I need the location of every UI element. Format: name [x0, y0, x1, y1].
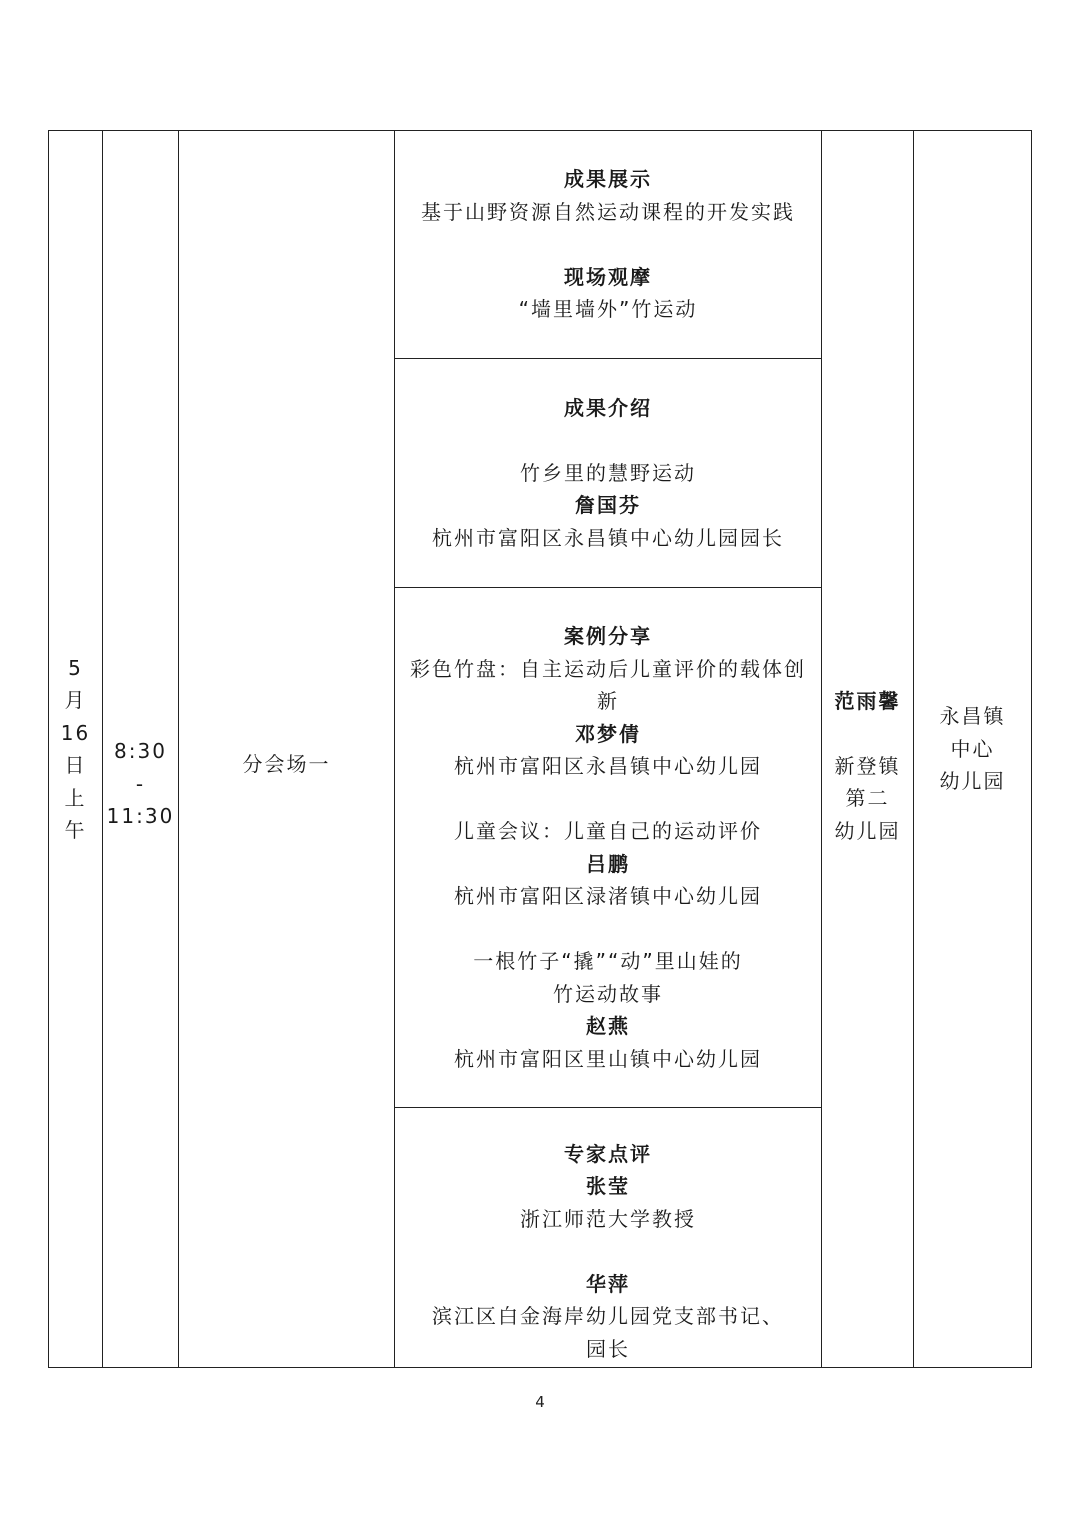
talk-title: 竹运动故事	[553, 981, 663, 1006]
date-char: 5	[68, 655, 83, 680]
section-heading: 现场观摩	[564, 264, 652, 289]
time-end: 11:30	[106, 804, 175, 829]
time-dash: -	[135, 771, 146, 796]
location-line: 幼儿园	[939, 769, 1006, 794]
schedule-table	[48, 130, 1032, 1368]
date-char: 日	[64, 753, 87, 777]
host-cell	[822, 131, 913, 1401]
speaker-org: 杭州市富阳区里山镇中心幼儿园	[454, 1046, 762, 1071]
talk-title: 新	[597, 689, 619, 713]
host-name: 范雨馨	[834, 688, 901, 713]
section-heading: 成果介绍	[564, 395, 652, 420]
date-char: 16	[60, 720, 91, 745]
section-showcase	[395, 131, 821, 358]
speaker-name: 吕鹏	[586, 851, 630, 876]
section-expert-review	[395, 1108, 821, 1367]
speaker-org: 浙江师范大学教授	[520, 1206, 696, 1231]
page-number: 4	[535, 1393, 545, 1411]
host-org: 第二	[845, 786, 890, 811]
section-heading: 专家点评	[564, 1141, 652, 1166]
section-topic: “墙里墙外”竹运动	[518, 297, 698, 322]
date-char: 上	[64, 785, 87, 810]
host-org: 新登镇	[834, 753, 901, 778]
speaker-name: 詹国芬	[575, 493, 641, 518]
time-start: 8:30	[114, 739, 167, 764]
speaker-org: 杭州市富阳区渌渚镇中心幼儿园	[454, 884, 762, 908]
section-heading: 案例分享	[564, 624, 652, 648]
speaker-name: 张莹	[586, 1174, 630, 1198]
speaker-name: 赵燕	[586, 1014, 630, 1038]
section-heading: 成果展示	[564, 167, 652, 192]
venue-cell	[179, 131, 394, 1397]
speaker-org: 园长	[586, 1336, 630, 1361]
talk-title: 彩色竹盘：自主运动后儿童评价的载体创	[410, 656, 806, 681]
speaker-name: 邓梦倩	[575, 721, 641, 746]
talk-title: 儿童会议：儿童自己的运动评价	[454, 819, 762, 843]
location-line: 永昌镇	[939, 704, 1006, 729]
date-cell	[49, 131, 102, 1367]
section-case-sharing	[395, 588, 821, 1107]
location-cell	[914, 131, 1031, 1367]
speaker-org: 杭州市富阳区永昌镇中心幼儿园园长	[432, 525, 784, 550]
talk-title: 一根竹子“撬”“动”里山娃的	[473, 949, 743, 973]
section-introduction	[395, 359, 821, 587]
speaker-name: 华萍	[586, 1271, 630, 1296]
section-topic: 基于山野资源自然运动课程的开发实践	[421, 199, 795, 224]
location-line: 中心	[950, 736, 995, 761]
venue-name: 分会场一	[242, 751, 331, 776]
date-char: 月	[64, 688, 87, 712]
date-char: 午	[64, 818, 87, 842]
speaker-org: 杭州市富阳区永昌镇中心幼儿园	[454, 754, 762, 778]
speaker-org: 滨江区白金海岸幼儿园党支部书记、	[432, 1304, 784, 1328]
talk-title: 竹乡里的慧野运动	[520, 460, 696, 485]
time-cell	[103, 131, 178, 1437]
host-org: 幼儿园	[834, 818, 901, 843]
